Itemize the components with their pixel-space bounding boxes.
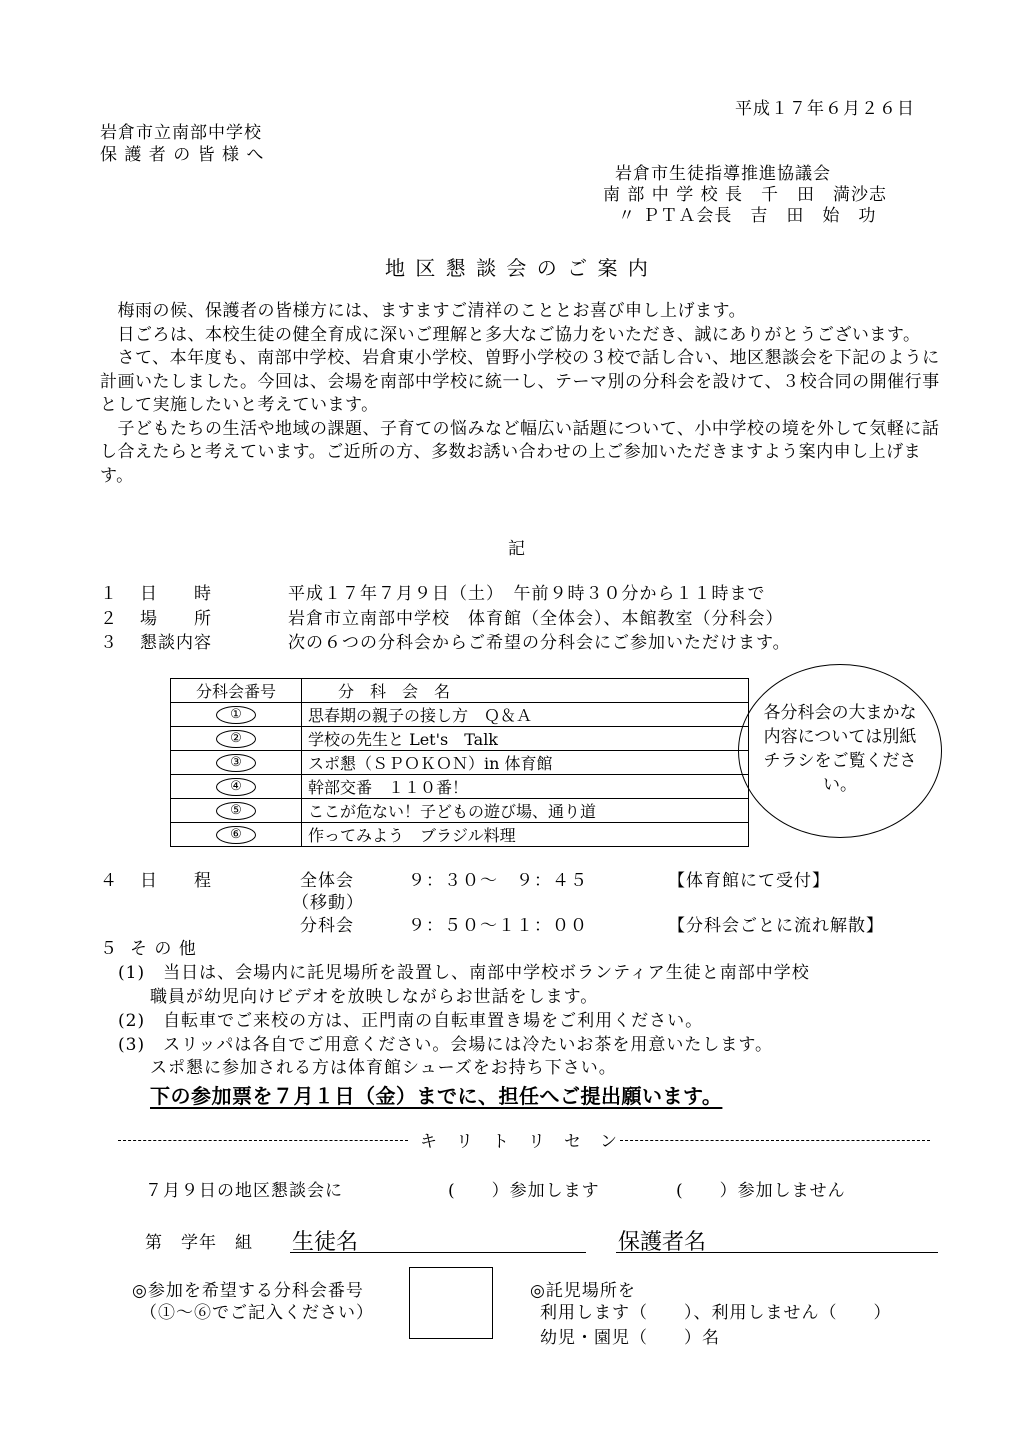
cut-line-right bbox=[620, 1140, 930, 1141]
other-note-2: (2) 自転車でご来校の方は、正門南の自転車置き場をご利用ください。 bbox=[118, 1011, 704, 1031]
other-note-3: (3) スリッパは各自でご用意ください。会場には冷たいお茶を用意いたします。 bbox=[118, 1035, 774, 1055]
student-name-field[interactable] bbox=[290, 1226, 586, 1253]
childcare-label: ◎託児場所を bbox=[530, 1281, 636, 1301]
recipient-school: 岩倉市立南部中学校 bbox=[100, 123, 262, 143]
item-value-datetime: 平成１７年７月９日（土） 午前９時３０分から１１時まで bbox=[288, 584, 766, 604]
other-note-1b: 職員が幼児向けビデオを放映しながらお世話をします。 bbox=[150, 987, 599, 1007]
item-label-datetime: 日 時 bbox=[140, 584, 212, 604]
item-number: ２ bbox=[100, 609, 118, 629]
table-row bbox=[171, 751, 749, 775]
page-title: 地 区 懇 談 会 の ご 案 内 bbox=[385, 256, 650, 280]
schedule-general-time: ９：３０～ ９：４５ bbox=[408, 871, 588, 891]
body-paragraph: 子どもたちの生活や地域の課題、子育ての悩みなど幅広い話題について、小中学校の境を外して気軽に話し合えたらと考えています。ご近所の方、多数お誘い合わせの上ご参加いただきますよう案内申し上げます。 bbox=[100, 418, 940, 486]
document-date: 平成１７年６月２６日 bbox=[735, 99, 915, 119]
table-row bbox=[171, 799, 749, 823]
group-number: ② bbox=[216, 730, 256, 748]
group-name: スポ懇（ＳＰＯＫＯＮ）in 体育館 bbox=[302, 751, 749, 775]
sender-pta: 〃 ＰＴＡ会長 吉 田 始 功 bbox=[618, 206, 877, 226]
schedule-group-time: ９：５０～１１：００ bbox=[408, 916, 588, 936]
note-oval-text bbox=[739, 701, 941, 797]
item-label-other: そ の 他 bbox=[130, 939, 197, 959]
item-number: １ bbox=[100, 584, 118, 604]
item-value-content: 次の６つの分科会からご希望の分科会にご参加いただけます。 bbox=[288, 633, 791, 653]
attend-yes-option[interactable]: ( ）参加します bbox=[448, 1181, 600, 1201]
group-number-field[interactable] bbox=[409, 1267, 493, 1339]
group-number: ⑥ bbox=[216, 826, 256, 844]
guardian-name-field[interactable] bbox=[616, 1226, 938, 1253]
choose-group-label: ◎参加を希望する分科会番号 bbox=[132, 1281, 364, 1301]
student-name-label: 生徒名 bbox=[292, 1230, 359, 1255]
ki-heading: 記 bbox=[508, 539, 526, 559]
item-number: ３ bbox=[100, 633, 118, 653]
header-name: 分 科 会 名 bbox=[302, 679, 749, 703]
attend-line-label: ７月９日の地区懇談会に bbox=[145, 1181, 343, 1201]
group-number: ⑤ bbox=[216, 802, 256, 820]
sender-principal: 南 部 中 学 校 長 千 田 満沙志 bbox=[603, 185, 888, 205]
attend-no-option[interactable]: ( ）参加しません bbox=[676, 1181, 846, 1201]
item-label-place: 場 所 bbox=[140, 609, 212, 629]
group-number: ③ bbox=[216, 754, 256, 772]
schedule-group-name: 分科会 bbox=[300, 916, 354, 936]
item-number: ５ bbox=[100, 939, 118, 959]
schedule-general-note: 【体育館にて受付】 bbox=[668, 871, 830, 891]
other-note-3b: スポ懇に参加される方は体育館シューズをお持ち下さい。 bbox=[150, 1058, 617, 1078]
cut-line-left bbox=[118, 1140, 408, 1141]
group-name: 思春期の親子の接し方 Ｑ＆Ａ bbox=[302, 703, 749, 727]
body-paragraph: 日ごろは、本校生徒の健全育成に深いご理解と多大なご協力をいただき、誠にありがとうございます。 bbox=[100, 324, 921, 345]
table-header-row bbox=[171, 679, 749, 703]
schedule-general-name: 全体会 bbox=[300, 871, 354, 891]
group-number: ① bbox=[216, 706, 256, 724]
item-label-schedule: 日 程 bbox=[140, 871, 212, 891]
childcare-count[interactable]: 幼児・園児（ ）名 bbox=[540, 1328, 720, 1348]
group-name: ここが危ない！子どもの遊び場、通り道 bbox=[302, 799, 749, 823]
body-paragraph: 梅雨の候、保護者の皆様方には、ますますご清祥のこととお喜び申し上げます。 bbox=[100, 301, 747, 321]
choose-group-hint: （①～⑥でご記入ください） bbox=[140, 1303, 374, 1323]
table-row bbox=[171, 703, 749, 727]
guardian-name-label: 保護者名 bbox=[618, 1230, 707, 1255]
table-row bbox=[171, 823, 749, 847]
header-number: 分科会番号 bbox=[171, 679, 302, 703]
submission-notice: 下の参加票を７月１日（金）までに、担任へご提出願います。 bbox=[150, 1084, 723, 1108]
note-oval bbox=[738, 664, 942, 838]
subgroup-table bbox=[170, 678, 749, 847]
group-name: 幹部交番 １１０番！ bbox=[302, 775, 749, 799]
item-label-content: 懇談内容 bbox=[140, 633, 212, 653]
other-note-1: (1) 当日は、会場内に託児場所を設置し、南部中学校ボランティア生徒と南部中学校 bbox=[118, 963, 810, 983]
item-value-place: 岩倉市立南部中学校 体育館（全体会）、本館教室（分科会） bbox=[288, 609, 784, 629]
body-paragraph: さて、本年度も、南部中学校、岩倉東小学校、曽野小学校の３校で話し合い、地区懇談会を下記のように計画いたしました。今回は、会場を南部中学校に統一し、テーマ別の分科会を設けて、３校合同の開催行事として実施したいと考えています。 bbox=[100, 348, 940, 415]
childcare-options[interactable]: 利用します（ ）、利用しません（ ） bbox=[540, 1303, 892, 1323]
table-row bbox=[171, 727, 749, 751]
schedule-group-note: 【分科会ごとに流れ解散】 bbox=[668, 916, 884, 936]
recipient-parents: 保 護 者 の 皆 様 へ bbox=[100, 145, 265, 165]
class-label: 第 学年 組 bbox=[145, 1233, 253, 1253]
note-oval-label: 各分科会の大まかな内容については別紙チラシをご覧ください。 bbox=[763, 703, 917, 795]
item-number: ４ bbox=[100, 871, 118, 891]
sender-council: 岩倉市生徒指導推進協議会 bbox=[615, 164, 831, 184]
group-name: 学校の先生と Let's Talk bbox=[302, 727, 749, 751]
group-name: 作ってみよう ブラジル料理 bbox=[302, 823, 749, 847]
group-number: ④ bbox=[216, 778, 256, 796]
schedule-move: （移動） bbox=[292, 893, 364, 913]
table-row bbox=[171, 775, 749, 799]
body-text bbox=[100, 300, 945, 488]
cut-label: キ リ ト リ セ ン bbox=[420, 1132, 618, 1152]
